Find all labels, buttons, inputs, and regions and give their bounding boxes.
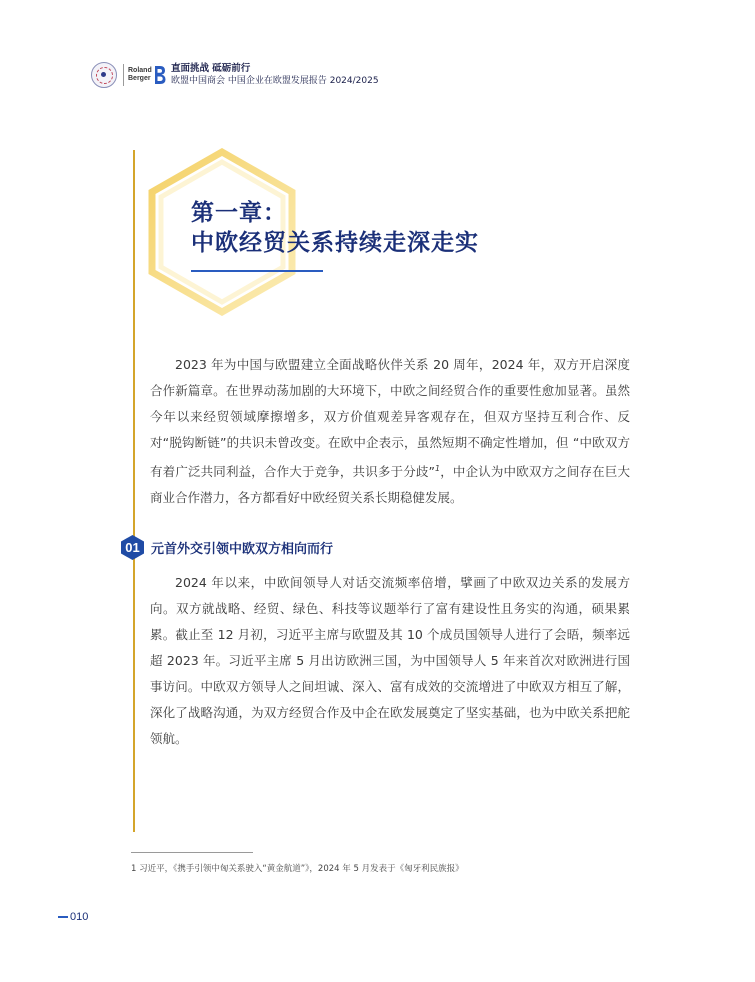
footnote-divider bbox=[131, 852, 253, 853]
header-divider bbox=[123, 64, 124, 86]
intro-paragraph bbox=[150, 352, 630, 511]
footnote: 1 习近平，《携手引领中匈关系驶入“黄金航道”》，2024 年 5 月发表于《匈牙利民族报》 bbox=[131, 864, 464, 874]
page-number bbox=[58, 911, 88, 923]
logo-brand-line2: Berger bbox=[128, 75, 151, 82]
section-number: 01 bbox=[125, 540, 140, 555]
roland-berger-logo bbox=[128, 67, 152, 83]
chapter-number: 第一章： bbox=[191, 200, 287, 226]
logo-brand-line1: Roland bbox=[128, 67, 152, 74]
section-heading bbox=[119, 534, 333, 561]
section-paragraph: 2024 年以来，中欧间领导人对话交流频率倍增，擘画了中欧双边关系的发展方向。双方就战略、经贸、绿色、科技等议题举行了富有建设性且务实的沟通，硕果累累。截止至 12 月初，习近平主席与欧盟及其 10 个成员国领导人进行了会晤，频率远超 2023 年。习近平主席 5 月出访欧洲三国，为中国领导人 5 年来首次对欧洲进行国事访问。中欧双方领导人之间坦诚、深入、富有成效的交流增进了中欧双方相互了解，深化了战略沟通，为双方经贸合作及中企在欧发展奠定了坚实基础，也为中欧关系把舵领航。 bbox=[150, 575, 630, 746]
gold-vertical-line bbox=[133, 150, 135, 832]
chapter-name: 中欧经贸关系持续走深走实 bbox=[191, 230, 479, 256]
header-subtitle: 欧盟中国商会 中国企业在欧盟发展报告 2024/2025 bbox=[171, 76, 379, 86]
chapter-underline bbox=[191, 270, 323, 272]
header-text bbox=[171, 63, 379, 87]
chapter-title bbox=[191, 198, 479, 258]
page-number-text: 010 bbox=[70, 911, 89, 923]
section-number-badge bbox=[119, 534, 146, 561]
section-title: 元首外交引领中欧双方相向而行 bbox=[151, 542, 334, 557]
b-logo-icon bbox=[154, 65, 166, 85]
report-header bbox=[91, 60, 379, 90]
footnote-reference[interactable]: 1 bbox=[435, 464, 441, 473]
header-title: 直面挑战 砥砺前行 bbox=[171, 63, 251, 74]
page-number-dash bbox=[58, 916, 68, 918]
chamber-seal-logo bbox=[91, 62, 117, 88]
intro-text-part2: ，中企认为中欧双方之间存在巨大商业合作潜力，各方都看好中欧经贸关系长期稳健发展。 bbox=[150, 464, 630, 506]
intro-text-part1: 2023 年为中国与欧盟建立全面战略伙伴关系 20 周年，2024 年，双方开启深度合作新篇章。在世界动荡加剧的大环境下，中欧之间经贸合作的重要性愈加显著。虽然今年以来经贸领域摩擦增多，双方价值观差异客观存在，但双方坚持互利合作、反对“脱钩断链”的共识未曾改变。在欧中企表示，虽然短期不确定性增加，但 “中欧双方有着广泛共同利益，合作大于竞争，共识多于分歧” bbox=[150, 357, 630, 480]
